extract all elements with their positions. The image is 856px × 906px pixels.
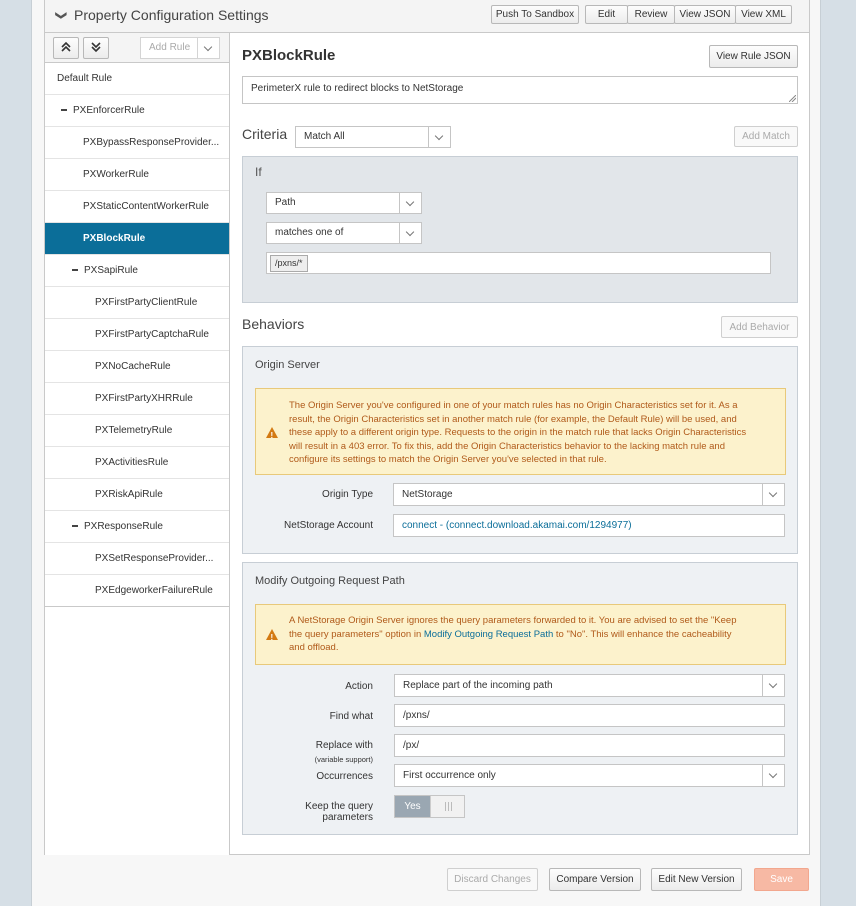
condition-value: Path [275, 197, 296, 208]
rule-item-pxblock[interactable] [45, 223, 229, 255]
netstorage-account-link[interactable]: connect - (connect.download.akamai.com/1294977) [402, 520, 632, 531]
value-input[interactable] [266, 252, 771, 274]
origin-warning-text [289, 399, 746, 467]
occurrences-value: First occurrence only [403, 770, 496, 781]
match-type-value: Match All [304, 131, 345, 142]
action-select[interactable] [394, 674, 785, 697]
variable-support-label: (variable support) [314, 755, 373, 764]
collapse-icon[interactable] [72, 269, 78, 271]
warning-line: The Origin Server you've configured in one of your match rules has no Origin Characteristics set for it. As a [289, 400, 738, 411]
collapse-icon[interactable] [61, 109, 67, 111]
rule-label: PXFirstPartyCaptchaRule [95, 329, 209, 340]
rule-item-pxenforcer[interactable] [45, 95, 229, 127]
operator-select[interactable] [266, 222, 422, 244]
rule-item-pxriskapi[interactable] [45, 479, 229, 511]
keep-query-params-toggle[interactable] [394, 795, 465, 818]
rule-label: PXEdgeworkerFailureRule [95, 585, 213, 596]
warning-line: will result in a 403 error. To fix this, add the Origin Characteristics behavior to the lacking match rule and [289, 440, 725, 452]
rule-item-pxfirstpartycaptcha[interactable] [45, 319, 229, 351]
action-value: Replace part of the incoming path [403, 680, 553, 691]
action-label: Action [345, 681, 373, 692]
warning-line: result, the Origin Characteristics set in another match rule (for example, the Default Rule) will be used, and [289, 413, 737, 425]
criteria-panel [242, 156, 798, 303]
view-xml-button[interactable]: View XML [735, 5, 792, 24]
edit-new-version-button[interactable]: Edit New Version [651, 868, 742, 891]
toggle-yes: Yes [395, 796, 430, 817]
warning-icon [266, 427, 278, 438]
rule-item-default[interactable] [45, 63, 229, 95]
warning-line: A NetStorage Origin Server ignores the query parameters forwarded to it. You are advised to set the "Keep [289, 615, 737, 626]
warning-line: and offload. [289, 642, 339, 653]
find-what-label: Find what [329, 711, 373, 722]
origin-server-title: Origin Server [255, 359, 320, 371]
value-tag[interactable]: /pxns/* [270, 255, 308, 272]
rule-item-pxtelemetry[interactable] [45, 415, 229, 447]
add-behavior-button[interactable]: Add Behavior [721, 316, 798, 338]
toggle-handle [430, 796, 464, 817]
main-panel [44, 33, 810, 855]
rule-label: PXEnforcerRule [73, 105, 145, 116]
warning-text: to "No". This will enhance the cacheability [553, 628, 732, 640]
collapse-icon[interactable] [72, 525, 78, 527]
modify-path-link[interactable]: Modify Outgoing Request Path [423, 628, 554, 640]
chevron-down-icon [399, 223, 421, 243]
warning-line: configure its settings to match the Origin Server you've selected in that rule. [289, 454, 607, 465]
rule-label: PXSetResponseProvider... [95, 553, 214, 564]
rule-item-pxbypass[interactable] [45, 127, 229, 159]
rule-label: PXRiskApiRule [95, 489, 163, 500]
netstorage-account-field[interactable] [393, 514, 785, 537]
push-to-sandbox-button[interactable]: Push To Sandbox [491, 5, 579, 24]
chevron-down-icon[interactable]: ❯ [55, 10, 68, 21]
rule-item-pxnocache[interactable] [45, 351, 229, 383]
rule-item-pxstaticcontent[interactable] [45, 191, 229, 223]
if-label: If [255, 165, 262, 179]
rule-comment-text: PerimeterX rule to redirect blocks to NetStorage [251, 83, 464, 94]
rule-comment-field[interactable] [242, 76, 798, 104]
warning-icon [266, 629, 278, 640]
rule-label: Default Rule [57, 73, 113, 84]
rule-item-pxsapi[interactable] [45, 255, 229, 287]
chevron-down-icon [197, 38, 219, 58]
page-title: Property Configuration Settings [74, 7, 269, 23]
replace-with-value: /px/ [403, 740, 420, 751]
add-rule-label: Add Rule [149, 42, 191, 53]
rule-item-pxresponse[interactable] [45, 511, 229, 543]
edit-button[interactable]: Edit [585, 5, 628, 24]
behaviors-title: Behaviors [242, 316, 305, 332]
criteria-title: Criteria [242, 126, 288, 142]
compare-version-button[interactable]: Compare Version [549, 868, 641, 891]
rule-label: PXBypassResponseProvider... [83, 137, 220, 148]
add-match-button[interactable]: Add Match [734, 126, 798, 147]
origin-type-label: Origin Type [322, 489, 373, 500]
origin-warning-box [255, 388, 786, 475]
netstorage-account-label: NetStorage Account [284, 520, 373, 531]
chevron-down-icon [399, 193, 421, 213]
rule-label: PXBlockRule [83, 233, 146, 244]
rule-label: PXResponseRule [84, 521, 163, 532]
view-rule-json-button[interactable]: View Rule JSON [709, 45, 798, 68]
rule-tree-toolbar [45, 33, 229, 63]
warning-line: these apply to a different origin type. Requests to the origin in the match rule that lacks Origin Characteristics [289, 427, 747, 438]
expand-all-button[interactable] [83, 37, 109, 59]
condition-select[interactable] [266, 192, 422, 214]
rule-label: PXFirstPartyXHRRule [95, 393, 193, 404]
modify-warning-box [255, 604, 786, 665]
modify-warning-text [289, 614, 737, 655]
rule-item-pxactivities[interactable] [45, 447, 229, 479]
double-chevron-up-icon [60, 41, 72, 53]
rule-editor [231, 33, 811, 855]
modify-path-panel [242, 562, 798, 835]
chevron-down-icon [428, 127, 450, 147]
rule-list [45, 63, 229, 607]
discard-changes-button[interactable]: Discard Changes [447, 868, 538, 891]
keep-query-params-label: Keep the query parameters [305, 801, 373, 823]
find-what-value: /pxns/ [403, 710, 430, 721]
rule-item-pxfirstpartyxhr[interactable] [45, 383, 229, 415]
add-rule-button[interactable] [140, 37, 220, 59]
warning-text: the query parameters" option in [289, 628, 424, 640]
chevron-down-icon [762, 484, 784, 505]
origin-type-select[interactable] [393, 483, 785, 506]
rule-name[interactable]: PXBlockRule [242, 47, 336, 64]
replace-with-label: Replace with [315, 740, 373, 751]
rule-label: PXSapiRule [84, 265, 138, 276]
rule-label: PXWorkerRule [83, 169, 149, 180]
rule-item-pxfirstpartyclient[interactable] [45, 287, 229, 319]
find-what-input[interactable] [394, 704, 785, 727]
view-json-button[interactable]: View JSON [674, 5, 736, 24]
occurrences-select[interactable] [394, 764, 785, 787]
rule-item-pxworker[interactable] [45, 159, 229, 191]
rule-label: PXNoCacheRule [95, 361, 171, 372]
save-button[interactable]: Save [754, 868, 809, 891]
collapse-all-button[interactable] [53, 37, 79, 59]
resize-handle-icon[interactable] [789, 95, 796, 102]
replace-with-input[interactable] [394, 734, 785, 757]
chevron-down-icon [762, 675, 784, 696]
occurrences-label: Occurrences [316, 771, 373, 782]
rule-tree [45, 33, 230, 855]
double-chevron-down-icon [90, 41, 102, 53]
rule-label: PXActivitiesRule [95, 457, 169, 468]
rule-item-pxedgeworkerfailure[interactable] [45, 575, 229, 607]
rule-label: PXStaticContentWorkerRule [83, 201, 209, 212]
match-type-select[interactable] [295, 126, 451, 148]
modify-path-title: Modify Outgoing Request Path [255, 575, 405, 587]
warning-line [289, 628, 737, 642]
operator-value: matches one of [275, 227, 344, 238]
review-button[interactable]: Review [627, 5, 675, 24]
rule-label: PXFirstPartyClientRule [95, 297, 198, 308]
rule-item-pxsetresponseprovider[interactable] [45, 543, 229, 575]
origin-server-panel [242, 346, 798, 554]
page [31, 0, 821, 906]
config-header [44, 0, 810, 33]
rule-label: PXTelemetryRule [95, 425, 173, 436]
origin-type-value: NetStorage [402, 489, 453, 500]
chevron-down-icon [762, 765, 784, 786]
